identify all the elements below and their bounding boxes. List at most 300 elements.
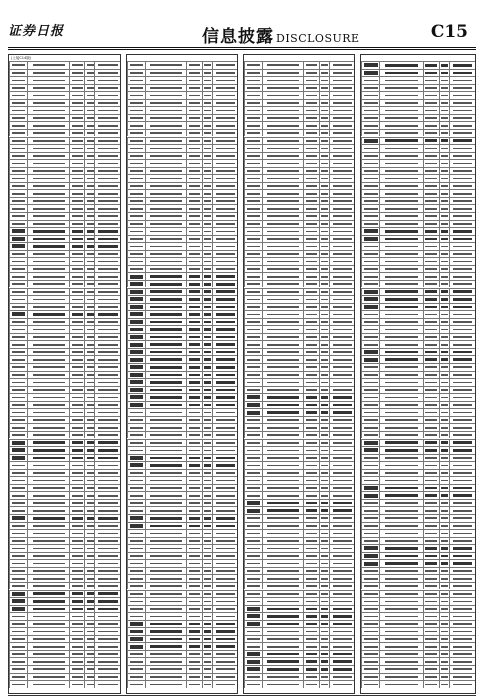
section-title-en: DISCLOSURE [276, 32, 360, 45]
cell-text-placeholder [216, 601, 235, 603]
cell-text-placeholder [33, 382, 65, 384]
cell-text-placeholder [364, 608, 377, 610]
cell-text-placeholder [364, 397, 377, 399]
cell-text-placeholder [189, 238, 200, 240]
table-row [244, 114, 354, 122]
cell-text-placeholder [267, 215, 299, 217]
table-row [9, 340, 120, 348]
cell-text-placeholder [204, 132, 211, 134]
cell-text-placeholder [72, 555, 83, 557]
table-row [244, 310, 354, 318]
cell-text-placeholder [333, 631, 352, 633]
cell-text-placeholder [189, 336, 200, 339]
cell-text-placeholder [150, 630, 182, 633]
cell-text-placeholder [150, 668, 182, 670]
table-row [361, 242, 475, 250]
cell-text-placeholder [425, 215, 437, 217]
cell-text-placeholder [189, 193, 200, 195]
cell-text-placeholder [441, 238, 448, 241]
cell-text-placeholder [441, 193, 448, 195]
cell-text-placeholder [441, 163, 448, 165]
table-row [361, 597, 475, 605]
cell-text-placeholder [441, 223, 448, 225]
table-cell [127, 681, 145, 688]
cell-text-placeholder [453, 193, 473, 195]
table-row [361, 635, 475, 643]
table-cell [379, 168, 422, 175]
cell-text-placeholder [441, 336, 448, 338]
cell-text-placeholder [189, 540, 200, 542]
cell-text-placeholder [441, 351, 448, 354]
cell-text-placeholder [425, 397, 437, 399]
cell-text-placeholder [453, 132, 473, 134]
newspaper-logo: 证券日报 [8, 24, 65, 39]
cell-text-placeholder [267, 132, 299, 134]
cell-text-placeholder [72, 457, 83, 460]
cell-text-placeholder [364, 585, 377, 587]
table-cell [329, 681, 354, 688]
table-cell [439, 243, 449, 250]
cell-text-placeholder [364, 623, 377, 625]
table-row [9, 363, 120, 371]
cell-text-placeholder [216, 593, 235, 595]
cell-text-placeholder [216, 608, 235, 610]
cell-text-placeholder [333, 231, 352, 233]
cell-text-placeholder [453, 215, 473, 217]
cell-text-placeholder [189, 374, 200, 377]
cell-text-placeholder [204, 95, 211, 97]
table-cell [145, 243, 187, 250]
cell-text-placeholder [333, 132, 352, 134]
table-cell [303, 205, 318, 212]
table-row [127, 355, 237, 363]
table-row [9, 469, 120, 477]
cell-text-placeholder [130, 125, 143, 127]
cell-text-placeholder [204, 374, 211, 377]
cell-text-placeholder [189, 290, 200, 293]
cell-text-placeholder [72, 313, 83, 316]
cell-text-placeholder [247, 261, 260, 263]
cell-text-placeholder [189, 155, 200, 157]
cell-text-placeholder [333, 80, 352, 82]
cell-text-placeholder [72, 208, 83, 210]
table-cell [145, 356, 187, 363]
cell-text-placeholder [150, 200, 182, 202]
table-cell [94, 432, 120, 439]
cell-text-placeholder [306, 238, 317, 240]
cell-text-placeholder [98, 540, 117, 542]
cell-text-placeholder [33, 563, 65, 565]
cell-text-placeholder [87, 351, 94, 353]
cell-text-placeholder [130, 110, 143, 112]
cell-text-placeholder [33, 495, 65, 497]
cell-text-placeholder [189, 102, 200, 104]
cell-text-placeholder [364, 661, 377, 663]
table-cell [303, 583, 318, 590]
table-row [244, 295, 354, 303]
cell-text-placeholder [247, 80, 260, 82]
cell-text-placeholder [425, 684, 437, 686]
cell-text-placeholder [216, 208, 235, 210]
table-cell [329, 394, 354, 401]
table-row [244, 529, 354, 537]
table-row [9, 152, 120, 160]
cell-text-placeholder [87, 140, 94, 142]
table-row [127, 582, 237, 590]
cell-text-placeholder [385, 80, 418, 82]
table-cell [127, 432, 145, 439]
cell-text-placeholder [130, 335, 143, 339]
cell-text-placeholder [441, 132, 448, 134]
cell-text-placeholder [216, 178, 235, 180]
cell-text-placeholder [72, 321, 83, 323]
cell-text-placeholder [98, 465, 117, 467]
table-cell [94, 394, 120, 401]
cell-text-placeholder [321, 525, 328, 527]
cell-text-placeholder [306, 359, 317, 361]
cell-text-placeholder [425, 125, 437, 127]
table-cell [379, 92, 422, 99]
table-row [244, 167, 354, 175]
cell-text-placeholder [12, 525, 25, 527]
cell-text-placeholder [425, 638, 437, 640]
cell-text-placeholder [267, 238, 299, 240]
cell-text-placeholder [98, 427, 117, 429]
cell-text-placeholder [247, 667, 260, 671]
cell-text-placeholder [453, 178, 473, 180]
cell-text-placeholder [87, 616, 94, 618]
cell-text-placeholder [130, 72, 143, 74]
cell-text-placeholder [321, 593, 328, 595]
cell-text-placeholder [87, 382, 94, 384]
cell-text-placeholder [12, 132, 25, 134]
table-row [127, 333, 237, 341]
cell-text-placeholder [267, 80, 299, 82]
table-row [244, 61, 354, 69]
table-cell [329, 470, 354, 477]
cell-text-placeholder [425, 510, 437, 512]
cell-text-placeholder [98, 623, 117, 625]
table-row [361, 106, 475, 114]
cell-text-placeholder [98, 366, 117, 368]
cell-text-placeholder [87, 321, 94, 323]
table-row [9, 439, 120, 447]
cell-text-placeholder [425, 80, 437, 82]
table-row [9, 257, 120, 265]
cell-text-placeholder [306, 668, 317, 671]
cell-text-placeholder [441, 276, 448, 278]
table-row [9, 333, 120, 341]
cell-text-placeholder [385, 480, 418, 482]
cell-text-placeholder [33, 502, 65, 504]
table-row [244, 469, 354, 477]
cell-text-placeholder [12, 95, 25, 97]
table-cell [69, 658, 85, 665]
cell-text-placeholder [130, 365, 143, 369]
table-row [127, 484, 237, 492]
cell-text-placeholder [247, 306, 260, 308]
cell-text-placeholder [98, 155, 117, 157]
cell-text-placeholder [364, 155, 377, 157]
table-cell [379, 205, 422, 212]
cell-text-placeholder [204, 608, 211, 610]
table-row [361, 559, 475, 567]
cell-text-placeholder [12, 244, 25, 248]
cell-text-placeholder [189, 525, 200, 528]
table-row [127, 76, 237, 84]
table-cell [212, 130, 237, 137]
cell-text-placeholder [333, 193, 352, 195]
cell-text-placeholder [72, 291, 83, 293]
cell-text-placeholder [247, 450, 260, 452]
cell-text-placeholder [385, 193, 418, 195]
cell-text-placeholder [204, 87, 211, 89]
cell-text-placeholder [425, 661, 437, 663]
table-row [361, 665, 475, 673]
cell-text-placeholder [247, 501, 260, 505]
table-row [361, 529, 475, 537]
cell-text-placeholder [130, 480, 143, 482]
cell-text-placeholder [204, 268, 211, 270]
cell-text-placeholder [453, 510, 473, 512]
cell-text-placeholder [98, 117, 117, 119]
cell-text-placeholder [204, 193, 211, 195]
cell-text-placeholder [150, 676, 182, 678]
cell-text-placeholder [321, 72, 328, 74]
cell-text-placeholder [216, 661, 235, 663]
table-row [244, 220, 354, 228]
table-row [9, 673, 120, 681]
cell-text-placeholder [385, 547, 418, 550]
table-cell [27, 658, 69, 665]
cell-text-placeholder [333, 208, 352, 210]
cell-text-placeholder [425, 570, 437, 572]
table-cell [27, 545, 69, 552]
cell-text-placeholder [204, 645, 211, 648]
cell-text-placeholder [204, 238, 211, 240]
cell-text-placeholder [189, 457, 200, 460]
table-cell [202, 394, 212, 401]
table-cell [186, 681, 201, 688]
cell-text-placeholder [87, 72, 94, 74]
cell-text-placeholder [267, 336, 299, 338]
cell-text-placeholder [321, 223, 328, 225]
table-row [9, 491, 120, 499]
cell-text-placeholder [453, 623, 473, 625]
table-cell [212, 432, 237, 439]
table-cell [262, 681, 304, 688]
cell-text-placeholder [364, 336, 377, 338]
cell-text-placeholder [12, 480, 25, 482]
table-row [361, 355, 475, 363]
cell-text-placeholder [150, 450, 182, 452]
table-cell [145, 168, 187, 175]
table-row [127, 288, 237, 296]
table-row [244, 265, 354, 273]
cell-text-placeholder [267, 646, 299, 648]
table-cell [69, 130, 85, 137]
table-cell [361, 205, 379, 212]
cell-text-placeholder [72, 563, 83, 565]
cell-text-placeholder [441, 517, 448, 519]
table-cell [379, 545, 422, 552]
cell-text-placeholder [267, 193, 299, 195]
cell-text-placeholder [12, 592, 25, 596]
table-row [9, 318, 120, 326]
cell-text-placeholder [247, 366, 260, 368]
cell-text-placeholder [385, 87, 418, 89]
cell-text-placeholder [72, 397, 83, 399]
cell-text-placeholder [98, 80, 117, 82]
cell-text-placeholder [267, 660, 299, 663]
cell-text-placeholder [130, 616, 143, 618]
cell-text-placeholder [247, 359, 260, 361]
cell-text-placeholder [204, 427, 211, 429]
cell-text-placeholder [12, 668, 25, 670]
cell-text-placeholder [425, 457, 437, 459]
table-row [9, 590, 120, 598]
table-row [361, 220, 475, 228]
table-row [9, 114, 120, 122]
cell-text-placeholder [333, 525, 352, 527]
table-cell [319, 507, 329, 514]
cell-text-placeholder [72, 344, 83, 346]
cell-text-placeholder [72, 638, 83, 640]
cell-text-placeholder [267, 163, 299, 165]
cell-text-placeholder [72, 261, 83, 263]
cell-text-placeholder [87, 676, 94, 678]
cell-text-placeholder [189, 578, 200, 580]
cell-text-placeholder [87, 148, 94, 150]
table-row [127, 174, 237, 182]
cell-text-placeholder [216, 321, 235, 324]
cell-text-placeholder [87, 389, 94, 391]
cell-text-placeholder [321, 570, 328, 572]
table-row [361, 144, 475, 152]
cell-text-placeholder [306, 268, 317, 270]
cell-text-placeholder [333, 578, 352, 580]
cell-text-placeholder [453, 246, 473, 248]
cell-text-placeholder [333, 517, 352, 519]
cell-text-placeholder [364, 305, 377, 309]
cell-text-placeholder [321, 480, 328, 482]
cell-text-placeholder [247, 472, 260, 474]
table-row [127, 514, 237, 522]
cell-text-placeholder [216, 298, 235, 301]
table-row [361, 137, 475, 145]
cell-text-placeholder [12, 336, 25, 338]
cell-text-placeholder [87, 223, 94, 225]
cell-text-placeholder [12, 276, 25, 278]
cell-text-placeholder [150, 261, 182, 263]
cell-text-placeholder [189, 533, 200, 535]
cell-text-placeholder [33, 336, 65, 338]
cell-text-placeholder [267, 623, 299, 626]
cell-text-placeholder [306, 660, 317, 663]
cell-text-placeholder [87, 533, 94, 535]
cell-text-placeholder [247, 283, 260, 285]
cell-text-placeholder [98, 125, 117, 127]
table-row [9, 522, 120, 530]
cell-text-placeholder [267, 291, 299, 293]
table-cell [449, 583, 475, 590]
cell-text-placeholder [33, 533, 65, 535]
table-row [127, 235, 237, 243]
cell-text-placeholder [33, 592, 65, 595]
cell-text-placeholder [441, 419, 448, 421]
cell-text-placeholder [189, 358, 200, 361]
cell-text-placeholder [204, 163, 211, 165]
table-cell [212, 507, 237, 514]
table-row [244, 121, 354, 129]
cell-text-placeholder [150, 578, 182, 580]
table-row [9, 559, 120, 567]
cell-text-placeholder [216, 419, 235, 421]
cell-text-placeholder [333, 382, 352, 384]
cell-text-placeholder [204, 472, 211, 474]
cell-text-placeholder [87, 230, 94, 233]
table-row [244, 272, 354, 280]
cell-text-placeholder [321, 608, 328, 611]
table-row [9, 204, 120, 212]
footer-rule [8, 695, 476, 696]
table-cell [27, 243, 69, 250]
table-cell [69, 621, 85, 628]
cell-text-placeholder [425, 601, 437, 603]
cell-text-placeholder [130, 395, 143, 399]
cell-text-placeholder [98, 548, 117, 550]
cell-text-placeholder [98, 676, 117, 678]
cell-text-placeholder [150, 283, 182, 286]
cell-text-placeholder [216, 358, 235, 361]
cell-text-placeholder [453, 110, 473, 112]
cell-text-placeholder [216, 525, 235, 528]
table-row [127, 152, 237, 160]
table-row [361, 627, 475, 635]
cell-text-placeholder [441, 358, 448, 361]
cell-text-placeholder [12, 215, 25, 217]
table-cell [439, 319, 449, 326]
cell-text-placeholder [216, 638, 235, 641]
cell-text-placeholder [216, 563, 235, 565]
cell-text-placeholder [72, 404, 83, 406]
cell-text-placeholder [247, 102, 260, 104]
table-cell [69, 356, 85, 363]
cell-text-placeholder [12, 359, 25, 361]
table-cell [423, 394, 439, 401]
table-row [361, 99, 475, 107]
table-row [127, 91, 237, 99]
cell-text-placeholder [87, 638, 94, 640]
cell-text-placeholder [321, 268, 328, 270]
cell-text-placeholder [87, 268, 94, 270]
cell-text-placeholder [204, 616, 211, 618]
cell-text-placeholder [72, 449, 83, 452]
cell-text-placeholder [364, 276, 377, 278]
cell-text-placeholder [306, 321, 317, 323]
cell-text-placeholder [150, 87, 182, 89]
cell-text-placeholder [247, 465, 260, 467]
cell-text-placeholder [306, 434, 317, 436]
cell-text-placeholder [425, 306, 437, 309]
cell-text-placeholder [441, 215, 448, 217]
cell-text-placeholder [87, 359, 94, 361]
cell-text-placeholder [130, 593, 143, 595]
cell-text-placeholder [306, 185, 317, 187]
table-cell [186, 281, 201, 288]
table-row [361, 318, 475, 326]
cell-text-placeholder [189, 608, 200, 610]
